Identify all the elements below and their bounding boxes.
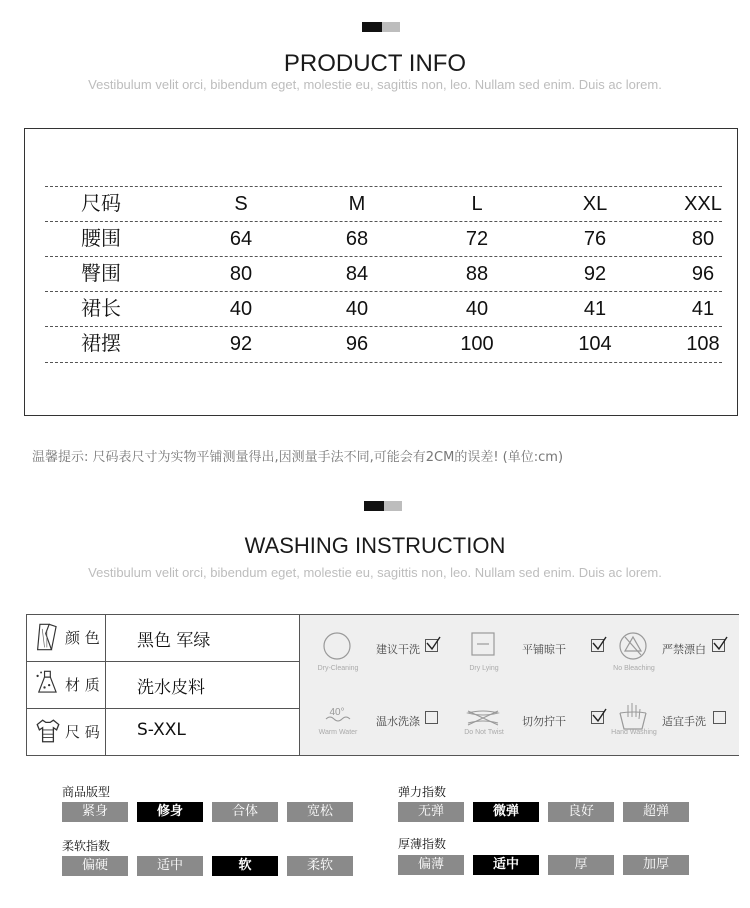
size-value-cell: 88 (465, 263, 489, 285)
dress-icon (33, 621, 63, 653)
attr-label: 尺 码 (65, 723, 100, 741)
section-marker (362, 22, 400, 32)
shirt-icon (33, 717, 63, 745)
care-checkbox[interactable] (712, 639, 725, 652)
care-no-bleach (600, 623, 746, 683)
size-table (24, 128, 738, 416)
attr-row-material (27, 662, 299, 709)
index-option: 良好 (548, 802, 614, 822)
size-value-cell: 41 (691, 298, 715, 320)
care-no-wring (450, 695, 596, 755)
index-option: 偏薄 (398, 855, 464, 875)
care-text: 建议干洗 (376, 643, 420, 656)
product-info-subtitle: Vestibulum velit orci, bibendum eget, molestie eu, sagittis non, leo. Nullam sed enim. Duis ac lorem. (88, 77, 662, 92)
care-caption: Dry Lying (469, 665, 499, 672)
attr-value: S-XXL (137, 720, 186, 740)
size-value-cell: 40 (345, 298, 369, 320)
size-value-cell: 96 (345, 333, 369, 355)
size-header-cell: XL (582, 193, 608, 215)
attr-value: 黑色 军绿 (137, 631, 211, 651)
index-option: 厚 (548, 855, 614, 875)
care-caption: Do Not Twist (464, 729, 504, 736)
measure-label: 腰围 (81, 228, 121, 250)
size-row (45, 221, 722, 257)
wash-temp: 40° (329, 707, 345, 718)
measure-label: 裙长 (81, 298, 121, 320)
index-option: 超弹 (623, 802, 689, 822)
measure-label: 裙摆 (81, 333, 121, 355)
size-header-cell: XXL (684, 193, 722, 215)
index-option: 紧身 (62, 802, 128, 822)
attr-label: 材 质 (65, 676, 100, 694)
size-row (45, 256, 722, 292)
washing-title: WASHING INSTRUCTION (244, 533, 506, 558)
index-scale (398, 802, 690, 822)
index-option: 合体 (212, 802, 278, 822)
size-header-label: 尺码 (81, 193, 121, 215)
index-title: 商品版型 (62, 785, 111, 799)
index-option: 无弹 (398, 802, 464, 822)
washing-panel (26, 614, 739, 756)
size-value-cell: 96 (691, 263, 715, 285)
index-title: 柔软指数 (62, 839, 111, 853)
care-symbols-panel (299, 615, 739, 755)
size-row (45, 291, 722, 327)
size-header-cell: S (234, 193, 248, 215)
care-dry-clean (304, 623, 450, 683)
size-header-row (45, 186, 722, 222)
index-title: 弹力指数 (398, 785, 447, 799)
dry-clean-icon (314, 629, 360, 663)
care-text: 温水洗涤 (376, 715, 420, 728)
index-scale (398, 855, 690, 875)
size-value-cell: 40 (229, 298, 253, 320)
size-value-cell: 92 (229, 333, 253, 355)
size-value-cell: 104 (578, 333, 612, 355)
size-row (45, 326, 722, 363)
section-marker (364, 501, 402, 511)
size-value-cell: 108 (686, 333, 720, 355)
care-dry-flat (450, 623, 596, 683)
index-option: 软 (212, 856, 278, 876)
size-note: 温馨提示: 尺码表尺寸为实物平铺测量得出,因测量手法不同,可能会有2CM的误差! (单位:cm) (32, 450, 564, 465)
product-info-title: PRODUCT INFO (283, 50, 467, 77)
attr-row-color (27, 615, 299, 662)
attr-label: 颜 色 (65, 629, 100, 647)
care-text: 适宜手洗 (662, 715, 706, 728)
size-header-cell: M (348, 193, 366, 215)
size-value-cell: 40 (465, 298, 489, 320)
index-option: 适中 (473, 855, 539, 875)
index-scale (62, 802, 354, 822)
size-value-cell: 68 (345, 228, 369, 250)
index-scale (62, 856, 354, 876)
attr-value: 洗水皮料 (137, 678, 205, 698)
measure-label: 臀围 (81, 263, 121, 285)
index-option: 适中 (137, 856, 203, 876)
index-title: 厚薄指数 (398, 837, 447, 851)
attr-row-size (27, 709, 299, 756)
size-value-cell: 64 (229, 228, 253, 250)
care-checkbox[interactable] (425, 711, 438, 724)
care-caption: No Bleaching (613, 665, 655, 672)
size-value-cell: 72 (465, 228, 489, 250)
index-option: 宽松 (287, 802, 353, 822)
size-value-cell: 80 (691, 228, 715, 250)
dry-flat-icon (460, 629, 506, 663)
index-option: 加厚 (623, 855, 689, 875)
care-text: 平铺晾干 (522, 643, 566, 656)
size-value-cell: 41 (583, 298, 607, 320)
size-header-cell: L (471, 193, 483, 215)
care-checkbox[interactable] (425, 639, 438, 652)
index-option: 微弹 (473, 802, 539, 822)
care-checkbox[interactable] (713, 711, 726, 724)
care-caption: Hand Washing (611, 729, 657, 736)
size-value-cell: 100 (460, 333, 494, 355)
size-value-cell: 92 (583, 263, 607, 285)
care-warm-wash (304, 695, 450, 755)
washing-subtitle: Vestibulum velit orci, bibendum eget, molestie eu, sagittis non, leo. Nullam sed enim. Duis ac lorem. (88, 565, 662, 580)
size-value-cell: 76 (583, 228, 607, 250)
index-option: 柔软 (287, 856, 353, 876)
care-text: 切勿拧干 (522, 715, 566, 728)
care-caption: Dry-Cleaning (317, 665, 359, 672)
care-caption: Warm Water (318, 729, 358, 736)
index-option: 偏硬 (62, 856, 128, 876)
bottle-icon (33, 668, 63, 700)
size-value-cell: 84 (345, 263, 369, 285)
size-value-cell: 80 (229, 263, 253, 285)
no-bleach-icon (610, 629, 656, 663)
care-hand-wash (600, 695, 746, 755)
index-option: 修身 (137, 802, 203, 822)
care-text: 严禁漂白 (662, 643, 706, 656)
